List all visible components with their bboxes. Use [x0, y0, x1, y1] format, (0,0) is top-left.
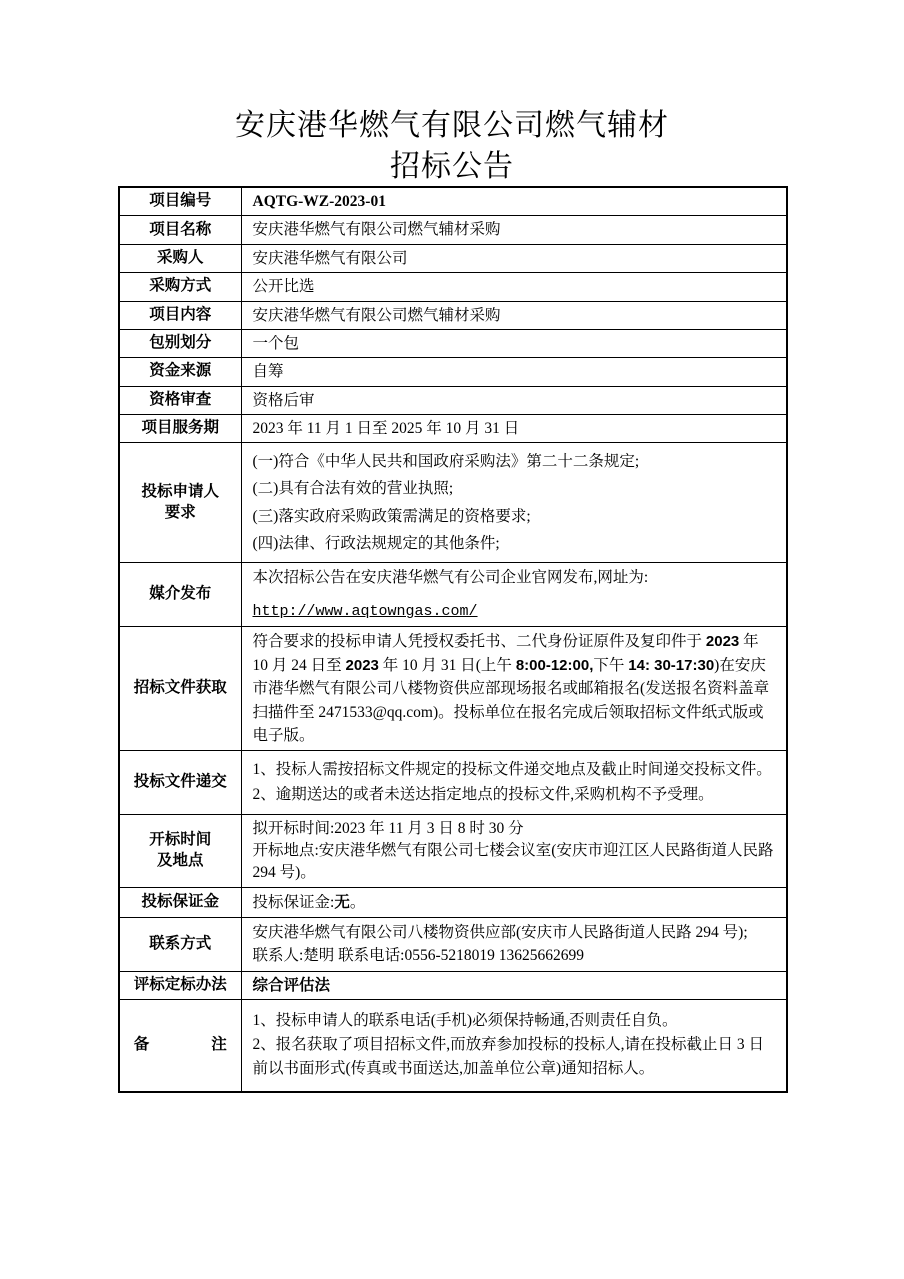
row-label — [119, 888, 241, 918]
paragraph — [253, 503, 777, 531]
text-segment: 综合评估法 — [252, 976, 331, 994]
text-segment: 下午 — [593, 656, 629, 674]
row-content — [241, 358, 787, 386]
table-row — [119, 415, 787, 443]
text-segment: 14: 30-17:30 — [628, 656, 715, 674]
text-segment: AQTG-WZ-2023-01 — [252, 193, 386, 210]
text-segment: (一)符合《中华人民共和国政府采购法》第二十二条规定; — [252, 452, 640, 470]
website-link[interactable]: http://www.aqtowngas.com/ — [252, 603, 478, 621]
paragraph — [253, 305, 777, 326]
row-content — [241, 443, 787, 563]
table-row — [119, 1000, 787, 1092]
paragraph — [253, 475, 777, 503]
row-label-line: 投标保证金 — [141, 893, 219, 911]
table-row — [119, 386, 787, 414]
row-label-line: 资格审查 — [149, 390, 212, 408]
notice-table — [118, 186, 788, 1093]
row-content — [241, 888, 787, 918]
document-title — [0, 0, 904, 188]
text-segment: 拟开标时间:2023 年 11 月 3 日 8 时 30 分 — [252, 820, 524, 838]
text-segment: 1、投标人需按招标文件规定的投标文件递交地点及截止时间递交投标文件。 — [252, 760, 772, 778]
row-label-line: 要求 — [164, 503, 196, 521]
row-content — [241, 1000, 787, 1092]
text-segment: 符合要求的投标申请人凭授权委托书、二代身份证原件及复印件于 — [252, 633, 706, 651]
text-segment: 年 10 月 24 日至 — [252, 633, 759, 674]
title-line2: 招标公告 — [390, 149, 514, 183]
text-segment: (三)落实政府采购政策需满足的资格要求; — [252, 507, 531, 525]
paragraph — [253, 219, 777, 240]
text-segment: 安庆港华燃气有限公司八楼物资供应部(安庆市人民路街道人民路 294 号); — [252, 924, 748, 942]
row-content — [241, 386, 787, 414]
row-label — [119, 216, 241, 244]
paragraph — [253, 567, 777, 588]
paragraph — [253, 191, 777, 212]
text-segment: 无 — [334, 893, 350, 911]
paragraph — [253, 783, 777, 808]
paragraph — [253, 630, 777, 747]
table-row — [119, 301, 787, 329]
paragraph — [253, 975, 777, 996]
row-label-line: 及地点 — [156, 852, 204, 870]
text-segment: 公开比选 — [252, 278, 315, 296]
text-segment: (四)法律、行政法规规定的其他条件; — [252, 535, 500, 553]
text-segment: 2、报名获取了项目招标文件,而放弃参加投标的投标人,请在投标截止日 3 日前以书面形式(传真或书面送达,加盖单位公章)通知招标人。 — [252, 1036, 765, 1078]
text-segment: 1、投标申请人的联系电话(手机)必须保持畅通,否则责任自负。 — [252, 1012, 678, 1030]
row-label-line: 项目名称 — [149, 220, 212, 238]
paragraph — [253, 248, 777, 269]
row-content — [241, 187, 787, 216]
table-row — [119, 187, 787, 216]
table-row — [119, 329, 787, 357]
row-label-line: 项目编号 — [149, 192, 212, 210]
row-label — [119, 301, 241, 329]
table-row — [119, 971, 787, 999]
row-label-line: 开标时间 — [149, 831, 212, 849]
text-segment: 2023 — [705, 633, 740, 651]
row-label — [119, 415, 241, 443]
paragraph — [253, 921, 777, 944]
text-segment: 2023 — [345, 656, 379, 674]
text-segment: 年 10 月 31 日(上午 — [378, 656, 516, 674]
row-label-line: 项目内容 — [149, 305, 212, 323]
text-segment: 安庆港华燃气有限公司燃气辅材采购 — [252, 306, 501, 324]
paragraph — [253, 530, 777, 558]
row-label-line: 备 注 — [133, 1035, 227, 1053]
row-content — [241, 751, 787, 815]
row-label — [119, 187, 241, 216]
table-row — [119, 627, 787, 751]
table-row — [119, 443, 787, 563]
row-label-line: 采购人 — [156, 248, 204, 266]
text-segment: 一个包 — [252, 334, 300, 352]
row-content — [241, 216, 787, 244]
row-content — [241, 815, 787, 888]
row-label-line: 投标文件递交 — [133, 773, 227, 791]
text-segment: 开标地点:安庆港华燃气有限公司七楼会议室(安庆市迎江区人民路街道人民路 294 号)。 — [252, 842, 774, 882]
paragraph — [253, 892, 777, 913]
table-row — [119, 918, 787, 972]
paragraph — [253, 276, 777, 297]
paragraph — [253, 361, 777, 382]
row-label — [119, 563, 241, 627]
row-label-line: 投标申请人 — [141, 482, 219, 500]
row-content — [241, 415, 787, 443]
text-segment: 8:00-12:00, — [515, 656, 594, 674]
row-label — [119, 627, 241, 751]
row-label-line: 包别划分 — [149, 334, 212, 352]
table-row — [119, 815, 787, 888]
text-segment: 本次招标公告在安庆港华燃气有公司企业官网发布,网址为: — [252, 568, 649, 586]
text-segment: 安庆港华燃气有限公司 — [252, 249, 408, 267]
row-label — [119, 971, 241, 999]
row-content — [241, 918, 787, 972]
paragraph — [253, 1033, 777, 1081]
table-row — [119, 273, 787, 301]
text-segment: 。 — [349, 893, 366, 911]
table-row — [119, 563, 787, 627]
row-label — [119, 443, 241, 563]
row-content — [241, 244, 787, 272]
row-label — [119, 358, 241, 386]
row-content — [241, 329, 787, 357]
text-segment: 2023 年 11 月 1 日至 2025 年 10 月 31 日 — [252, 420, 520, 437]
paragraph — [253, 448, 777, 476]
row-content — [241, 301, 787, 329]
text-segment: (二)具有合法有效的营业执照; — [252, 480, 454, 498]
paragraph — [253, 944, 777, 967]
paragraph — [253, 600, 777, 623]
row-label — [119, 329, 241, 357]
row-label — [119, 918, 241, 972]
row-label-line: 联系方式 — [149, 934, 212, 952]
row-label-line: 项目服务期 — [141, 419, 219, 437]
paragraph — [253, 840, 777, 884]
row-label — [119, 1000, 241, 1092]
row-label-line: 媒介发布 — [149, 585, 212, 603]
table-row — [119, 888, 787, 918]
table-row — [119, 751, 787, 815]
text-segment: 资格后审 — [252, 391, 315, 409]
paragraph — [253, 758, 777, 783]
table-row — [119, 216, 787, 244]
paragraph — [253, 1009, 777, 1033]
row-label-line: 采购方式 — [149, 277, 212, 295]
row-label — [119, 751, 241, 815]
paragraph — [253, 418, 777, 439]
table-row — [119, 358, 787, 386]
row-label-line: 资金来源 — [149, 362, 212, 380]
paragraph — [253, 818, 777, 840]
row-content — [241, 627, 787, 751]
row-label — [119, 815, 241, 888]
row-content — [241, 971, 787, 999]
text-segment: 联系人:楚明 联系电话:0556-5218019 13625662699 — [252, 947, 585, 965]
row-content — [241, 273, 787, 301]
text-segment: 安庆港华燃气有限公司燃气辅材采购 — [252, 221, 501, 239]
text-segment: 2、逾期送达的或者未送达指定地点的投标文件,采购机构不予受理。 — [252, 785, 714, 803]
table-row — [119, 244, 787, 272]
text-segment: 自筹 — [252, 363, 284, 381]
row-label-line: 招标文件获取 — [133, 679, 227, 697]
text-segment: 投标保证金: — [252, 893, 335, 911]
paragraph — [253, 390, 777, 411]
row-label — [119, 244, 241, 272]
paragraph — [253, 333, 777, 354]
row-label — [119, 273, 241, 301]
row-label — [119, 386, 241, 414]
title-line1: 安庆港华燃气有限公司燃气辅材 — [235, 109, 669, 142]
text-segment: )在安庆市港华燃气有限公司八楼物资供应部现场报名或邮箱报名(发送报名资料盖章扫描件至 2471533@qq.com)。投标单位在报名完成后领取招标文件纸式版或电子版。 — [252, 656, 770, 744]
row-content — [241, 563, 787, 627]
row-label-line: 评标定标办法 — [133, 975, 227, 993]
